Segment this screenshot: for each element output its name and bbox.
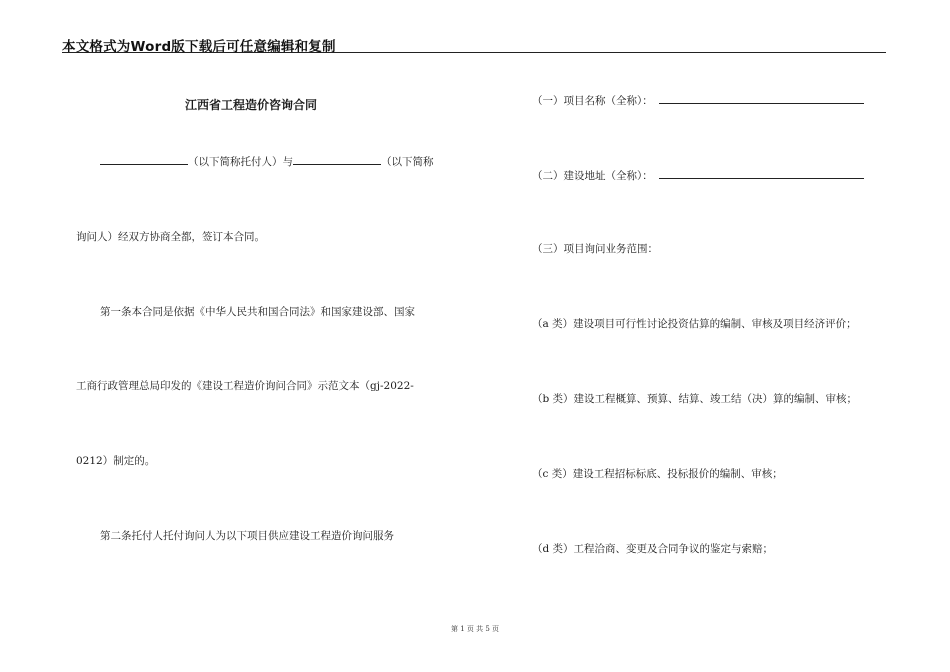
project-address-blank[interactable]	[659, 168, 864, 179]
parties-line	[100, 154, 434, 169]
project-address-label: （二）建设地址（全称）：	[532, 170, 653, 182]
parties-text-b: （以下简称	[381, 156, 434, 168]
page-header: 本文格式为Word版下载后可任意编辑和复制	[62, 39, 336, 55]
consultant-blank[interactable]	[293, 154, 381, 165]
scope-item-c: （c 类）建设工程招标标底、投标报价的编制、审核；	[532, 468, 783, 480]
article-two-line: 第二条托付人托付询问人为以下项目供应建设工程造价询问服务	[100, 530, 394, 542]
scope-heading: （三）项目询问业务范围：	[532, 243, 658, 255]
scope-item-a: （a 类）建设项目可行性讨论投资估算的编制、审核及项目经济评价；	[532, 318, 857, 330]
header-divider	[62, 52, 886, 53]
project-name-line	[532, 93, 864, 108]
client-blank[interactable]	[100, 154, 188, 165]
paragraph-line: 询问人）经双方协商全都，签订本合同。	[76, 231, 265, 243]
project-address-line	[532, 168, 864, 183]
article-one-line: 第一条本合同是依据《中华人民共和国合同法》和国家建设部、国家	[100, 306, 415, 318]
project-name-label: （一）项目名称（全称）：	[532, 95, 653, 107]
page-footer: 第 1 页 共 5 页	[450, 625, 500, 633]
scope-item-b: （b 类）建设工程概算、预算、结算、竣工结（决）算的编制、审核；	[532, 393, 858, 405]
scope-item-d: （d 类）工程洽商、变更及合同争议的鉴定与索赔；	[532, 543, 774, 555]
document-title: 江西省工程造价咨询合同	[185, 98, 318, 112]
paragraph-line: 0212）制定的。	[76, 455, 156, 467]
parties-text-a: （以下简称托付人）与	[188, 156, 293, 168]
paragraph-line: 工商行政管理总局印发的《建设工程造价询问合同》示范文本（gj-2022-	[76, 380, 414, 392]
project-name-blank[interactable]	[659, 93, 864, 104]
